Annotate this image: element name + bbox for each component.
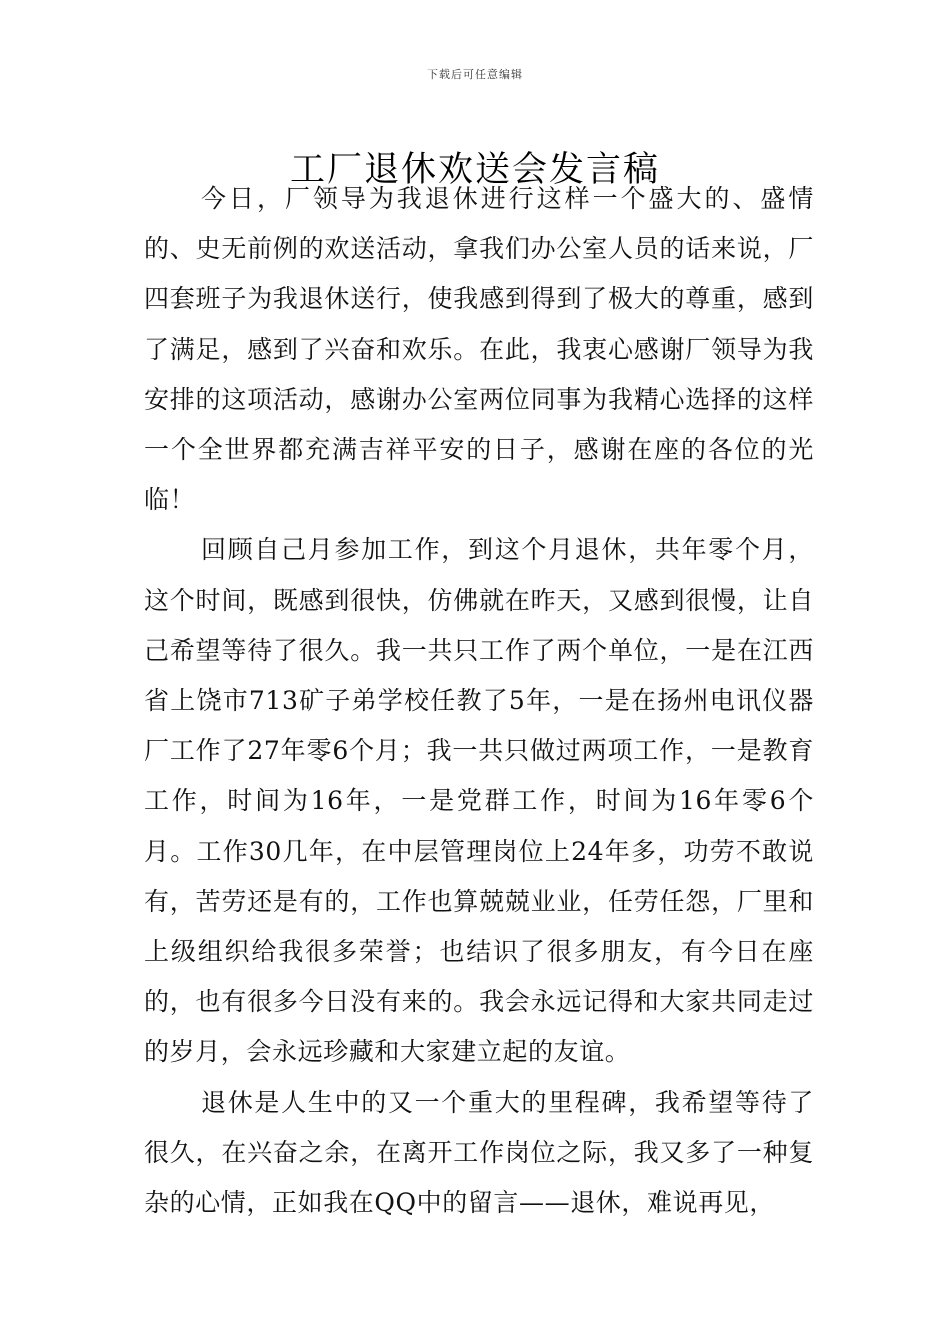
header-note: 下载后可任意编辑: [427, 68, 523, 81]
paragraph-2: 回顾自己月参加工作，到这个月退休，共年零个月，这个时间，既感到很快，仿佛就在昨天，又感到很慢，让自己希望等待了很久。我一共只工作了两个单位，一是在江西省上饶市713矿子弟学校任教了5年，一是在扬州电讯仪器厂工作了27年零6个月；我一共只做过两项工作，一是教育工作，时间为16年，一是党群工作，时间为16年零6个月。工作30几年，在中层管理岗位上24年多，功劳不敢说有，苦劳还是有的，工作也算兢兢业业，任劳任怨，厂里和上级组织给我很多荣誉；也结识了很多朋友，有今日在座的，也有很多今日没有来的。我会永远记得和大家共同走过的岁月，会永远珍藏和大家建立起的友谊。: [144, 535, 814, 1067]
paragraph-1: 今日，厂领导为我退休进行这样一个盛大的、盛情的、史无前例的欢送活动，拿我们办公室人员的话来说，厂四套班子为我退休送行，使我感到得到了极大的尊重，感到了满足，感到了兴奋和欢乐。在此，我衷心感谢厂领导为我安排的这项活动，感谢办公室两位同事为我精心选择的这样一个全世界都充满吉祥平安的日子，感谢在座的各位的光临！: [144, 184, 814, 515]
paragraph-3: 退休是人生中的又一个重大的里程碑，我希望等待了很久，在兴奋之余，在离开工作岗位之际，我又多了一种复杂的心情，正如我在QQ中的留言——退休，难说再见，: [144, 1087, 814, 1218]
document-title: 工厂退休欢送会发言稿: [289, 150, 660, 191]
document-body: [144, 174, 814, 1228]
